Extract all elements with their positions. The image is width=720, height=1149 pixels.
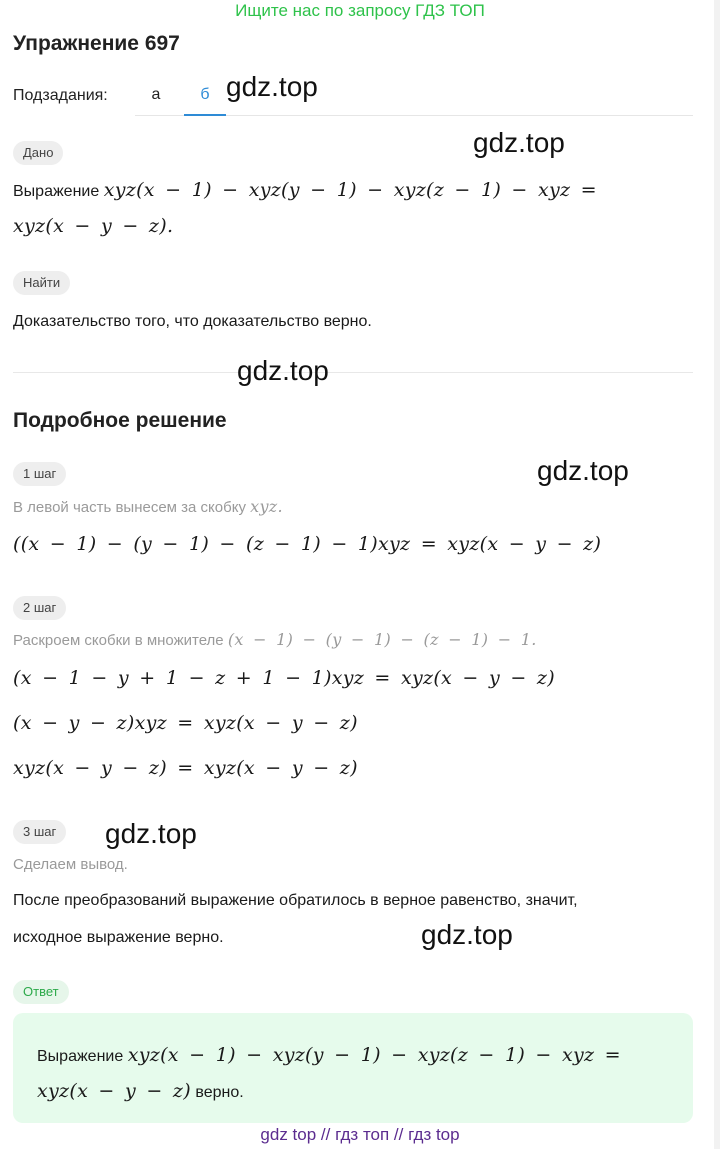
step-2-eq-1: (x − 1 − y + 1 − z + 1 − 1)xyz = xyz(x − y − z) bbox=[13, 667, 555, 689]
answer-prefix: Выражение bbox=[37, 1048, 124, 1065]
step-2-equation-2 bbox=[13, 713, 358, 735]
step-1-description bbox=[13, 497, 283, 518]
step-3-text-1: После преобразований выражение обратилось в верное равенство, значит, bbox=[13, 892, 578, 909]
given-expression-1: xyz(x − 1) − xyz(y − 1) − xyz(z − 1) − xyz = bbox=[103, 179, 597, 201]
given-prefix: Выражение bbox=[13, 183, 100, 200]
watermark: gdz.top bbox=[105, 818, 197, 849]
answer-expression-2: xyz(x − y − z) bbox=[37, 1080, 191, 1102]
find-text: Доказательство того, что доказательство верно. bbox=[13, 313, 372, 330]
step-1-chip: 1 шаг bbox=[13, 462, 66, 486]
step-1-desc-math: xyz. bbox=[250, 497, 283, 516]
answer-box bbox=[13, 1013, 693, 1123]
page-title: Упражнение 697 bbox=[13, 32, 180, 55]
watermark: gdz.top bbox=[237, 355, 329, 386]
find-chip: Найти bbox=[13, 271, 70, 295]
watermark: gdz.top bbox=[473, 127, 565, 158]
watermark: gdz.top bbox=[226, 71, 318, 102]
answer-suffix: верно. bbox=[195, 1084, 244, 1101]
answer-expression-1: xyz(x − 1) − xyz(y − 1) − xyz(z − 1) − xyz = bbox=[127, 1044, 621, 1066]
section-divider bbox=[13, 372, 693, 373]
subtask-tab-a[interactable]: а bbox=[151, 86, 161, 103]
step-3-chip: 3 шаг bbox=[13, 820, 66, 844]
step-3-description: Сделаем вывод. bbox=[13, 856, 128, 873]
answer-line-2 bbox=[37, 1080, 244, 1102]
watermark: gdz.top bbox=[421, 919, 513, 950]
given-line-1 bbox=[13, 180, 597, 202]
subtasks-label: Подзадания: bbox=[13, 87, 108, 104]
given-line-2 bbox=[13, 216, 173, 238]
step-1-eq: ((x − 1) − (y − 1) − (z − 1) − 1)xyz = xyz(x − y − z) bbox=[13, 533, 602, 555]
subtasks-bar bbox=[13, 78, 693, 116]
step-2-desc-text: Раскроем скобки в множителе bbox=[13, 632, 224, 649]
step-2-eq-3: xyz(x − y − z) = xyz(x − y − z) bbox=[13, 757, 358, 779]
solution-title: Подробное решение bbox=[13, 409, 227, 432]
given-expression-2: xyz(x − y − z). bbox=[13, 215, 174, 237]
scrollbar-track[interactable] bbox=[714, 0, 720, 1149]
step-2-equation-1 bbox=[13, 668, 555, 690]
answer-line-1 bbox=[37, 1044, 621, 1066]
answer-chip: Ответ bbox=[13, 980, 69, 1004]
step-2-equation-3 bbox=[13, 758, 358, 780]
step-2-desc-math: (x − 1) − (y − 1) − (z − 1) − 1. bbox=[227, 630, 537, 649]
step-2-description bbox=[13, 630, 537, 651]
search-banner[interactable]: Ищите нас по запросу ГДЗ ТОП bbox=[235, 1, 485, 20]
given-chip: Дано bbox=[13, 141, 63, 165]
step-1-desc-text: В левой часть вынесем за скобку bbox=[13, 499, 246, 516]
footer-links[interactable]: gdz top // гдз топ // гдз top bbox=[260, 1125, 460, 1144]
step-2-chip: 2 шаг bbox=[13, 596, 66, 620]
subtask-tab-b-active[interactable]: б bbox=[184, 78, 226, 116]
step-3-text-2: исходное выражение верно. bbox=[13, 929, 224, 946]
step-2-eq-2: (x − y − z)xyz = xyz(x − y − z) bbox=[13, 712, 358, 734]
watermark: gdz.top bbox=[537, 455, 629, 486]
step-1-equation bbox=[13, 534, 601, 556]
